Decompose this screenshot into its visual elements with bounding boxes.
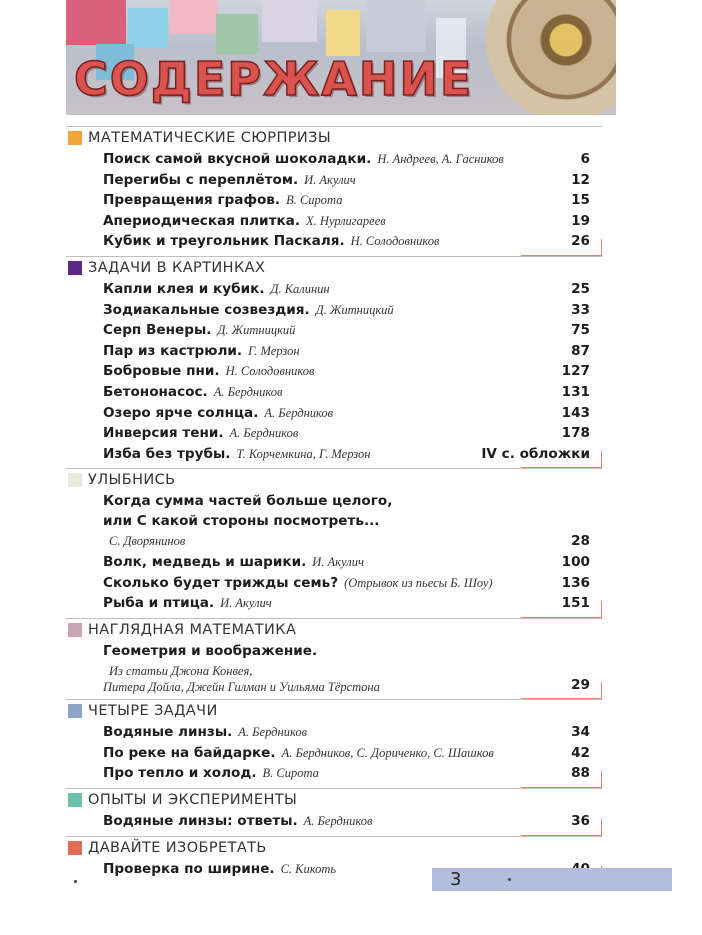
toc-entry[interactable] [103, 552, 602, 573]
entry-author: А. Бердников [238, 725, 307, 740]
entry-title: Кубик и треугольник Паскаля. [103, 233, 345, 250]
decorative-dot [508, 878, 511, 881]
toc-entry[interactable] [103, 573, 602, 594]
entry-title: Превращения графов. [103, 192, 281, 209]
section-color-square [68, 131, 82, 145]
entry-title: Бобровые пни. [103, 363, 220, 380]
decorative-dot [74, 880, 77, 883]
entry-author: Из статьи Джона Конвея, [109, 663, 253, 678]
section-entries [66, 722, 602, 788]
section-title: НАГЛЯДНАЯ МАТЕМАТИКА [88, 621, 297, 638]
toc-entry[interactable] [103, 341, 602, 362]
entry-page-number: 136 [561, 574, 590, 591]
entry-title: Капли клея и кубик. [103, 280, 265, 297]
entry-page-number: 127 [561, 363, 590, 380]
toc-entry[interactable] [103, 231, 602, 252]
section-header [66, 618, 602, 641]
entry-author: Н. Солодовников [225, 364, 315, 379]
banner-cube [170, 0, 218, 34]
entry-author: А. Бердников [213, 384, 283, 399]
toc-entry[interactable] [103, 763, 602, 784]
entry-page-number: 29 [571, 676, 590, 693]
entry-title: Зодиакальные созвездия. [103, 301, 310, 318]
banner-cube [262, 0, 317, 42]
entry-author: В. Сирота [262, 766, 319, 781]
section-header [66, 788, 602, 811]
section-entries [66, 491, 602, 617]
entry-title: Водяные линзы. [103, 724, 233, 741]
section-header [66, 126, 602, 149]
section-entries [66, 279, 602, 468]
entry-author: И. Акулич [312, 554, 364, 569]
toc-entry[interactable] [103, 382, 602, 403]
entry-page-number: 6 [580, 151, 590, 167]
entry-page-number: 143 [561, 404, 590, 421]
entry-title: Водяные линзы: ответы. [103, 813, 298, 830]
entry-page-number: 88 [571, 765, 590, 782]
entry-title: Перегибы с переплётом. [103, 171, 299, 188]
entry-author: И. Акулич [220, 596, 272, 611]
toc-entry[interactable] [103, 423, 602, 444]
section-color-square [68, 841, 82, 855]
entry-title: Изба без трубы. [103, 445, 231, 462]
entry-author: Д. Калинин [270, 281, 330, 296]
entry-title: Поиск самой вкусной шоколадки. [103, 151, 372, 167]
toc-entry[interactable] [103, 593, 602, 614]
banner-cube [128, 8, 168, 48]
toc-entry[interactable] [103, 361, 602, 382]
entry-page-number: 42 [571, 744, 590, 761]
entry-author: А. Бердников [264, 405, 334, 420]
toc-entry[interactable] [103, 444, 602, 465]
toc-entry[interactable] [103, 279, 602, 300]
entry-author: С. Кикоть [280, 861, 337, 876]
entry-page-number: 75 [571, 322, 590, 339]
entry-page-number: 19 [571, 212, 590, 229]
banner-cube [366, 0, 426, 52]
toc-entry[interactable] [103, 491, 602, 552]
entry-author: В. Сирота [286, 193, 343, 208]
entry-title: Когда сумма частей больше целого, [103, 493, 393, 510]
entry-author: А. Бердников [229, 426, 299, 441]
entry-author: Н. Андреев, А. Гасников [377, 152, 504, 166]
entry-author: С. Дворянинов [109, 534, 186, 549]
entry-page-number: 25 [571, 280, 590, 297]
entry-title: Инверсия тени. [103, 425, 224, 442]
table-of-contents [66, 126, 602, 883]
entry-page-number: 100 [561, 553, 590, 570]
section-title: ЗАДАЧИ В КАРТИНКАХ [88, 259, 266, 276]
entry-page-number: 15 [571, 192, 590, 209]
toc-entry[interactable] [103, 811, 602, 832]
toc-entry[interactable] [103, 320, 602, 341]
banner-cube [326, 10, 360, 56]
section-title: МАТЕМАТИЧЕСКИЕ СЮРПРИЗЫ [88, 130, 332, 146]
toc-entry[interactable] [103, 170, 602, 191]
banner-cube [66, 0, 126, 45]
entry-author-line2: Питера Дойла, Джейн Гилман и Уильяма Тёрстона [103, 680, 380, 695]
section-header [66, 256, 602, 279]
entry-title: Про тепло и холод. [103, 765, 257, 782]
entry-page-number: 28 [571, 533, 590, 550]
section-title: ДАВАЙТЕ ИЗОБРЕТАТЬ [88, 839, 267, 856]
entry-page-number: 178 [561, 425, 590, 442]
page-number: 3 [450, 869, 462, 890]
toc-section [66, 126, 602, 256]
entry-author: А. Бердников [303, 814, 373, 829]
section-color-square [68, 704, 82, 718]
section-title: ОПЫТЫ И ЭКСПЕРИМЕНТЫ [88, 792, 298, 809]
toc-entry[interactable] [103, 641, 602, 696]
entry-author: А. Бердников, С. Дориченко, С. Шашков [281, 745, 494, 760]
section-header [66, 836, 602, 859]
entry-author: Т. Корчемкина, Г. Мерзон [236, 446, 371, 461]
entry-page-number: 12 [571, 171, 590, 188]
toc-entry[interactable] [103, 190, 602, 211]
entry-page-number: 131 [561, 383, 590, 400]
entry-author: Д. Житницкий [315, 302, 394, 317]
entry-page-number: 36 [571, 813, 590, 830]
toc-entry[interactable] [103, 722, 602, 743]
toc-section [66, 256, 602, 468]
section-entries [66, 149, 602, 256]
entry-page-number: 151 [561, 595, 590, 612]
section-color-square [68, 623, 82, 637]
section-entries [66, 641, 602, 700]
section-color-square [68, 473, 82, 487]
entry-title: Геометрия и воображение. [103, 642, 318, 659]
entry-title: Пар из кастрюли. [103, 342, 243, 359]
entry-author: Х. Нурлигареев [306, 213, 386, 228]
section-color-square [68, 793, 82, 807]
toc-section [66, 618, 602, 700]
toc-entry[interactable] [103, 743, 602, 764]
zodiac-wheel-image [486, 0, 616, 115]
entry-title: Сколько будет трижды семь? [103, 574, 339, 591]
entry-title-line2: или С какой стороны посмотреть... [103, 513, 380, 530]
section-color-square [68, 261, 82, 275]
entry-title: Бетононасос. [103, 383, 208, 400]
entry-title: Апериодическая плитка. [103, 212, 301, 229]
banner-cube [216, 14, 258, 54]
toc-entry[interactable] [103, 300, 602, 321]
entry-page-number: 26 [571, 233, 590, 250]
section-header [66, 699, 602, 722]
page-number-tab [432, 868, 672, 891]
entry-author: И. Акулич [304, 172, 356, 187]
toc-section [66, 699, 602, 788]
entry-title: Проверка по ширине. [103, 860, 275, 877]
header-banner [66, 0, 616, 115]
entry-title: Озеро ярче солнца. [103, 404, 259, 421]
entry-page-number: 34 [571, 724, 590, 741]
entry-author: Г. Мерзон [248, 343, 300, 358]
entry-author: Н. Солодовников [350, 234, 440, 249]
page-title: СОДЕРЖАНИЕ [74, 52, 474, 106]
entry-page-number: IV с. обложки [481, 445, 590, 462]
entry-title: Рыба и птица. [103, 595, 215, 612]
section-header [66, 468, 602, 491]
toc-section [66, 468, 602, 617]
toc-section [66, 788, 602, 836]
toc-entry[interactable] [103, 211, 602, 232]
entry-page-number: 87 [571, 342, 590, 359]
section-entries [66, 811, 602, 836]
toc-entry[interactable] [103, 149, 602, 170]
entry-page-number: 33 [571, 301, 590, 318]
entry-title: Серп Венеры. [103, 322, 212, 339]
section-title: УЛЫБНИСЬ [88, 472, 176, 489]
toc-entry[interactable] [103, 403, 602, 424]
entry-title: Волк, медведь и шарики. [103, 553, 307, 570]
entry-author: (Отрывок из пьесы Б. Шоу) [344, 575, 493, 590]
entry-title: По реке на байдарке. [103, 744, 276, 761]
section-title: ЧЕТЫРЕ ЗАДАЧИ [88, 703, 218, 720]
entry-author: Д. Житницкий [217, 323, 296, 338]
